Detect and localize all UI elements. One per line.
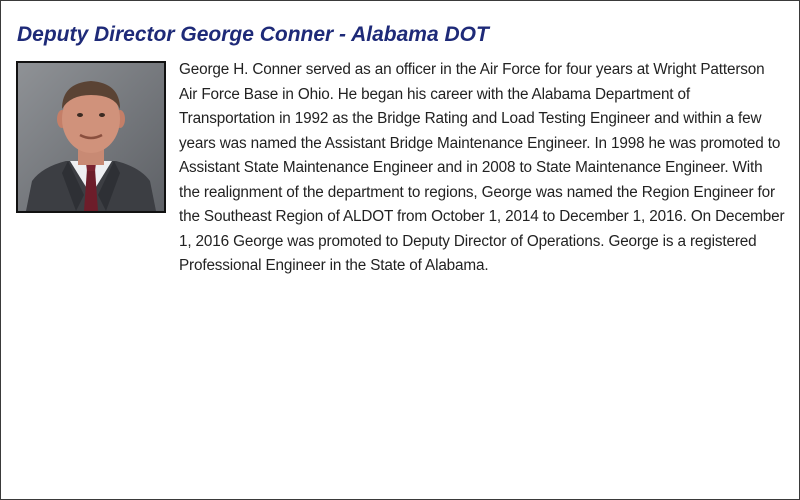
biography-text: George H. Conner served as an officer in the Air Force for four years at Wright Patterson Air Force Base in Ohio. He began his career with the Alabama Department of Transportation in 1992 as the Bridge Rating and Load Testing Engineer and within a few years was named the Assistant Bridge Maintenance Engineer. In 1998 he was promoted to Assistant State Maintenance Engineer and in 2008 to State Maintenance Engineer. With the realignment of the department to regions, George was named the Region Engineer for the Southeast Region of ALDOT from October 1, 2014 to December 1, 2016. On December 1, 2016 George was promoted to Deputy Director of Operations. George is a registered Professional Engineer in the State of Alabama. bbox=[179, 61, 785, 274]
page-title: Deputy Director George Conner - Alabama DOT bbox=[17, 23, 489, 46]
profile-photo bbox=[16, 61, 166, 213]
